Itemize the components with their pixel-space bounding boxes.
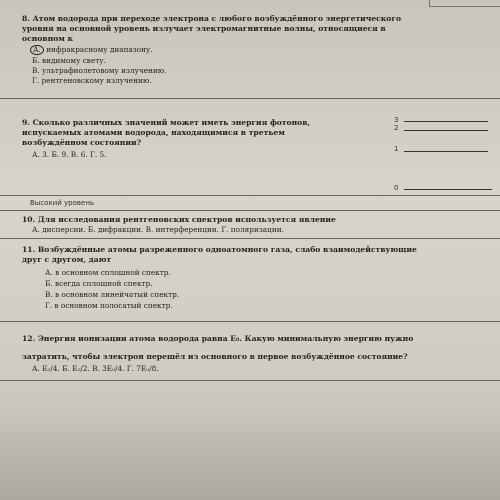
- level-label-2: 2: [394, 124, 399, 132]
- q12-answers: А. E₀/4. Б. E₀/2. В. 3E₀/4. Г. 7E₀/8.: [32, 364, 159, 373]
- page-shadow: [0, 400, 500, 500]
- q10-answers: А. дисперсии. Б. дифракции. В. интерференции. Г. поляризации.: [32, 225, 284, 234]
- q8-option-d-text: рентгеновскому излучению.: [41, 76, 152, 85]
- q8-option-a-text: инфракрасному диапазону.: [46, 45, 153, 54]
- q8-line-2: уровня на основной уровень излучает электромагнитные волны, относящиеся в: [22, 24, 386, 33]
- q8-line-3: основном к: [22, 34, 73, 43]
- divider-section: [0, 210, 500, 211]
- q11-option-d: Г. в основном полосатый спектр.: [45, 301, 173, 310]
- divider-q8: [0, 98, 500, 99]
- energy-level-3: [404, 121, 488, 122]
- divider-q11: [0, 321, 500, 322]
- level-label-1: 1: [394, 145, 399, 153]
- q9-line-2: испускаемых атомами водорода, находящимися в третьем: [22, 128, 285, 137]
- q8-option-b-letter: Б.: [32, 56, 40, 65]
- energy-level-1: [404, 151, 488, 152]
- divider-q9: [0, 195, 500, 196]
- q11-option-c: В. в основном линейчатый спектр.: [45, 290, 180, 299]
- q8-option-b-text: видимому свету.: [42, 56, 106, 65]
- q11-line-2: друг с другом, дают: [22, 255, 112, 264]
- q8-option-a-letter: А.: [30, 45, 44, 55]
- q9-answers: А. 3. Б. 9. В. 6. Г. 5.: [32, 150, 107, 159]
- q8-option-b: [32, 56, 106, 66]
- q11-option-b: Б. всегда сплошной спектр.: [45, 279, 153, 288]
- q12-line-2: затратить, чтобы электрон перешёл из основного в первое возбуждённое состояние?: [22, 352, 408, 361]
- q8-option-c: [32, 66, 166, 76]
- q8-line-1: 8. Атом водорода при переходе электрона с любого возбуждённого энергетического: [22, 14, 402, 23]
- q9-line-1: 9. Сколько различных значений может иметь энергия фотонов,: [22, 118, 311, 127]
- divider-q10: [0, 238, 500, 239]
- q11-option-a: А. в основном сплошной спектр.: [45, 268, 171, 277]
- q8-option-c-letter: В.: [32, 66, 40, 75]
- section-label-high-level: Высокий уровень: [30, 199, 95, 207]
- level-label-3: 3: [394, 116, 399, 124]
- q11-line-1: 11. Возбуждённые атомы разреженного одноатомного газа, слабо взаимодействующие: [22, 245, 417, 254]
- level-label-0: 0: [394, 184, 399, 192]
- energy-level-2: [404, 130, 488, 131]
- page-corner-tab: [429, 0, 500, 7]
- q12-line-1: 12. Энергия ионизации атома водорода равна E₀. Какую минимальную энергию нужно: [22, 334, 414, 343]
- divider-q12: [0, 380, 500, 381]
- q9-line-3: возбуждённом состоянии?: [22, 138, 142, 147]
- q8-option-a: [30, 45, 153, 55]
- q10-line-1: 10. Для исследования рентгеновских спектров используется явление: [22, 215, 336, 224]
- q8-option-c-text: ультрафиолетовому излучению.: [42, 66, 167, 75]
- q8-option-d: [32, 76, 152, 86]
- q8-option-d-letter: Г.: [32, 76, 40, 85]
- energy-level-0: [404, 189, 492, 190]
